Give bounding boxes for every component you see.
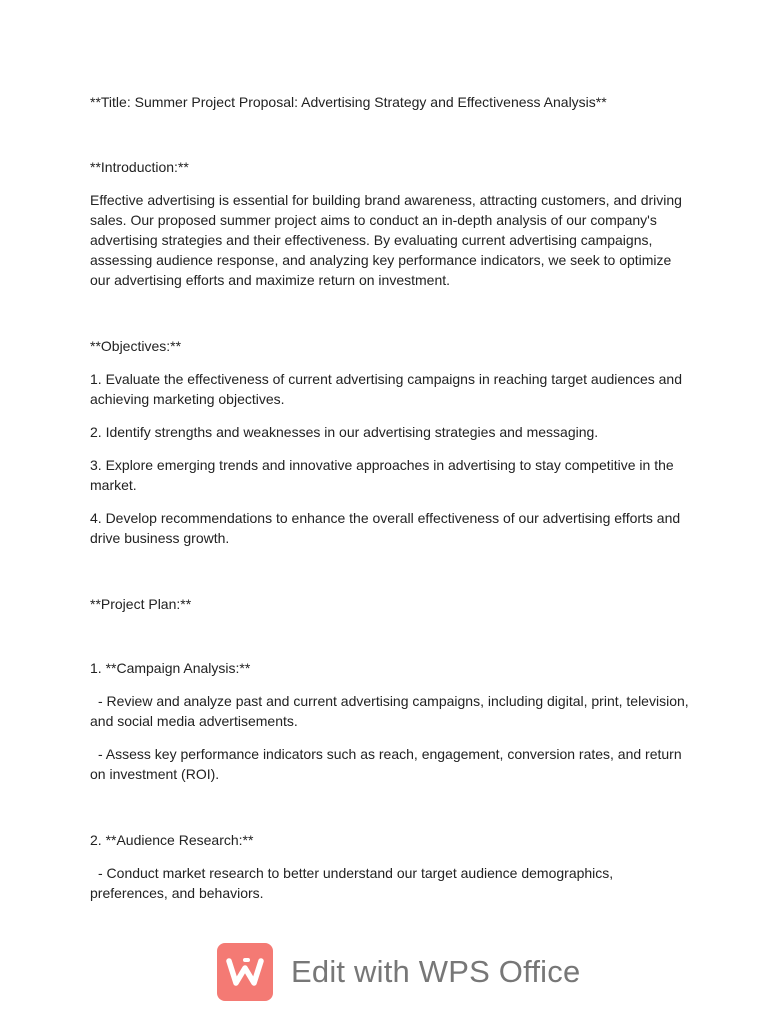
wps-edit-banner[interactable] — [217, 942, 580, 1002]
campaign-analysis-line: on investment (ROI). — [90, 766, 220, 782]
campaign-analysis-item-1 — [90, 691, 689, 731]
objective-line: achieving marketing objectives. — [90, 391, 285, 407]
objective-item-3 — [90, 455, 686, 495]
project-plan-heading: **Project Plan:** — [90, 596, 192, 612]
audience-research-line: - Conduct market research to better understand our target audience demographics, — [98, 865, 614, 881]
wps-office-logo-icon — [217, 943, 273, 1001]
audience-research-item-1 — [90, 863, 686, 903]
introduction-line: advertising strategies and their effectiveness. By evaluating current advertising campaigns, — [90, 232, 653, 248]
introduction-line: assessing audience response, and analyzing key performance indicators, we seek to optimize — [90, 252, 672, 268]
audience-research-line: preferences, and behaviors. — [90, 885, 264, 901]
objectives-heading: **Objectives:** — [90, 338, 182, 354]
objective-line: 1. Evaluate the effectiveness of current advertising campaigns in reaching target audiences and — [90, 371, 682, 387]
objective-item-1 — [90, 369, 686, 409]
objective-line: drive business growth. — [90, 530, 230, 546]
campaign-analysis-line: - Assess key performance indicators such as reach, engagement, conversion rates, and return — [98, 746, 682, 762]
document-title: **Title: Summer Project Proposal: Advertising Strategy and Effectiveness Analysis** — [90, 94, 607, 110]
campaign-analysis-item-2 — [90, 744, 686, 784]
campaign-analysis-heading: 1. **Campaign Analysis:** — [90, 660, 251, 676]
introduction-line: Effective advertising is essential for building brand awareness, attracting customers, and driving — [90, 192, 682, 208]
edit-with-wps-office-text[interactable]: Edit with WPS Office — [291, 954, 581, 989]
introduction-heading: **Introduction:** — [90, 159, 189, 175]
objective-line: 3. Explore emerging trends and innovative approaches in advertising to stay competitive in the — [90, 457, 674, 473]
objective-line: 2. Identify strengths and weaknesses in our advertising strategies and messaging. — [90, 424, 599, 440]
objective-line: 4. Develop recommendations to enhance the overall effectiveness of our advertising efforts and — [90, 510, 681, 526]
campaign-analysis-line: - Review and analyze past and current advertising campaigns, including digital, print, television, — [98, 693, 689, 709]
objective-item-2 — [90, 422, 686, 442]
introduction-paragraph — [90, 190, 686, 290]
audience-research-heading: 2. **Audience Research:** — [90, 832, 254, 848]
objective-item-4 — [90, 508, 686, 548]
objective-line: market. — [90, 477, 137, 493]
campaign-analysis-line: and social media advertisements. — [90, 713, 298, 729]
introduction-line: sales. Our proposed summer project aims to conduct an in-depth analysis of our company's — [90, 212, 657, 228]
introduction-line: our advertising efforts and maximize return on investment. — [90, 272, 451, 288]
